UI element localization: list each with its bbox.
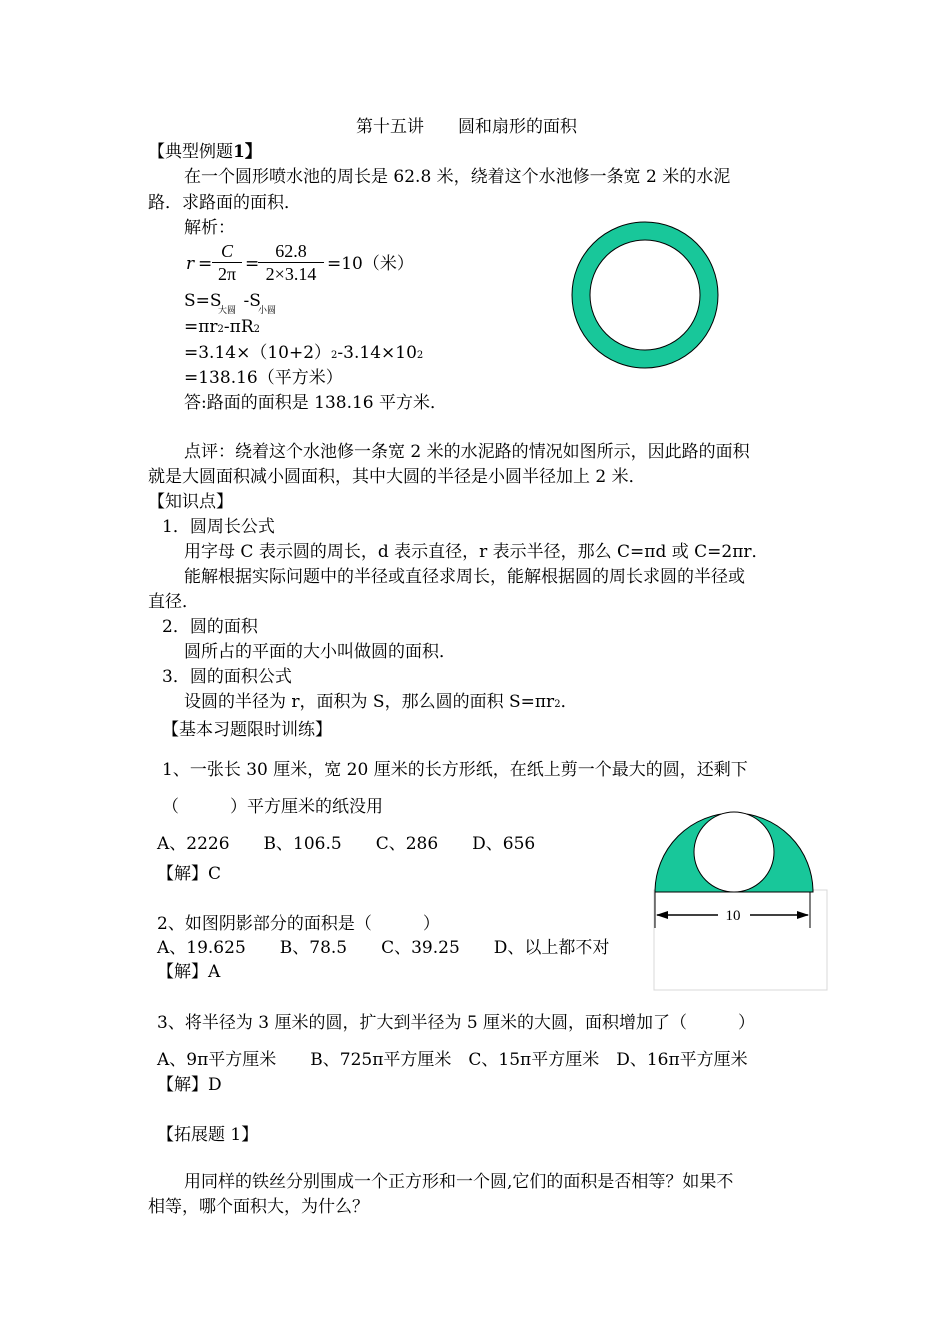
pi-formula-sup2: 2 [253,324,261,335]
q2-line-1: 2、如图阴影部分的面积是（ ） [157,914,440,934]
knowledge-item-3-end: ． [560,692,578,712]
fraction-numerator-628: 62.8 [275,241,307,261]
knowledge-item-3-title: 3．圆的面积公式 [162,667,292,687]
formula-result: =10（米） [327,254,414,274]
q1-answer: 【解】C [157,864,222,884]
calc-line-sup2: 2 [416,350,424,361]
formula-r: r [186,254,195,274]
extension-line-1: 用同样的铁丝分别围成一个正方形和一个圆,它们的面积是否相等？如果不 [184,1172,734,1192]
calc-line [184,342,423,367]
inner-circle [694,812,774,892]
example-heading [148,141,262,163]
s-formula-s: S=S [184,291,222,311]
extension-heading: 【拓展题 1】 [157,1125,259,1145]
knowledge-item-2-title: 2．圆的面积 [162,617,258,637]
pi-formula-sup1: 2 [217,324,224,335]
knowledge-heading: 【知识点】 [148,492,233,512]
ring-inner-edge [590,240,700,350]
pi-formula-b: -πR [223,317,254,337]
knowledge-item-3-line-1 [184,691,578,716]
formula-eq2: = [245,254,260,274]
knowledge-item-2-line-1: 圆所占的平面的大小叫做圆的面积． [184,642,456,662]
fraction-c-over-2pi [212,240,242,285]
figure-frame [654,890,827,990]
q2-answer: 【解】A [157,962,221,982]
example-heading-num: 1】 [233,142,262,162]
formula-eq1: = [198,254,213,274]
comment-line-2: 就是大圆面积减小圆面积，其中大圆的半径是小圆半径加上 2 米． [148,467,646,487]
example-heading-text: 【典型例题 [148,142,233,162]
knowledge-item-3-sup: 2 [554,699,561,710]
q1-line-2: （ ）平方厘米的纸没用 [162,797,383,817]
s-formula-minus: -S [243,291,261,311]
dim-arrow-right [797,911,809,919]
pi-formula-a: =πr [184,317,218,337]
knowledge-item-3-text: 设圆的半径为 r，面积为 S，那么圆的面积 S=πr [184,692,555,712]
calc-line-a: =3.14×（10+2） [184,343,332,363]
fraction-denominator-2x314: 2×3.14 [265,264,317,284]
page-title: 第十五讲 圆和扇形的面积 [356,117,577,137]
result-line: =138.16（平方米） [184,368,343,388]
drill-heading: 【基本习题限时训练】 [162,720,332,740]
q1-options: A、2226 B、106.5 C、286 D、656 [157,834,536,854]
dim-arrow-left [656,911,668,919]
knowledge-item-1-line-2: 能解根据实际问题中的半径或直径求周长，能解根据圆的周长求圆的半径或 [184,567,745,587]
q1-line-1: 1、一张长 30 厘米，宽 20 厘米的长方形纸，在纸上剪一个最大的圆，还剩下 [162,760,748,780]
fraction-denominator-2pi: 2π [217,264,237,284]
comment-line-1: 点评：绕着这个水池修一条宽 2 米的水泥路的情况如图所示，因此路的面积 [184,442,750,462]
example-line-2: 路．求路面的面积． [148,193,301,213]
answer-line: 答:路面的面积是 138.16 平方米． [184,393,448,413]
q3-answer: 【解】D [157,1075,222,1095]
s-big-sub: 大圆 [218,306,237,316]
pi-formula [184,316,260,341]
q2-options: A、19.625 B、78.5 C、39.25 D、以上都不对 [157,938,610,958]
ring-figure [570,220,720,370]
calc-line-sup1: 2 [331,350,338,361]
s-small-sub: 小圆 [258,306,277,316]
calc-line-b: -3.14×10 [337,343,417,363]
semicircle-figure [652,808,830,992]
fraction-numerator-c: C [220,241,233,261]
example-line-1: 在一个圆形喷水池的周长是 62.8 米，绕着这个水池修一条宽 2 米的水泥 [184,167,731,187]
knowledge-item-1-title: 1．圆周长公式 [162,517,275,537]
analysis-label: 解析： [184,218,235,238]
knowledge-item-1-line-1: 用字母 C 表示圆的周长，d 表示直径，r 表示半径，那么 C=πd 或 C=2πr． [184,542,769,562]
q3-options: A、9π平方厘米 B、725π平方厘米 C、15π平方厘米 D、16π平方厘米 [157,1050,748,1070]
fraction-628-over [258,240,324,285]
knowledge-item-1-line-3: 直径． [148,592,199,612]
extension-line-2: 相等，哪个面积大，为什么？ [148,1197,369,1217]
q3-line-1: 3、将半径为 3 厘米的圆，扩大到半径为 5 厘米的大圆，面积增加了（ ） [157,1013,756,1033]
dim-label: 10 [725,908,741,924]
